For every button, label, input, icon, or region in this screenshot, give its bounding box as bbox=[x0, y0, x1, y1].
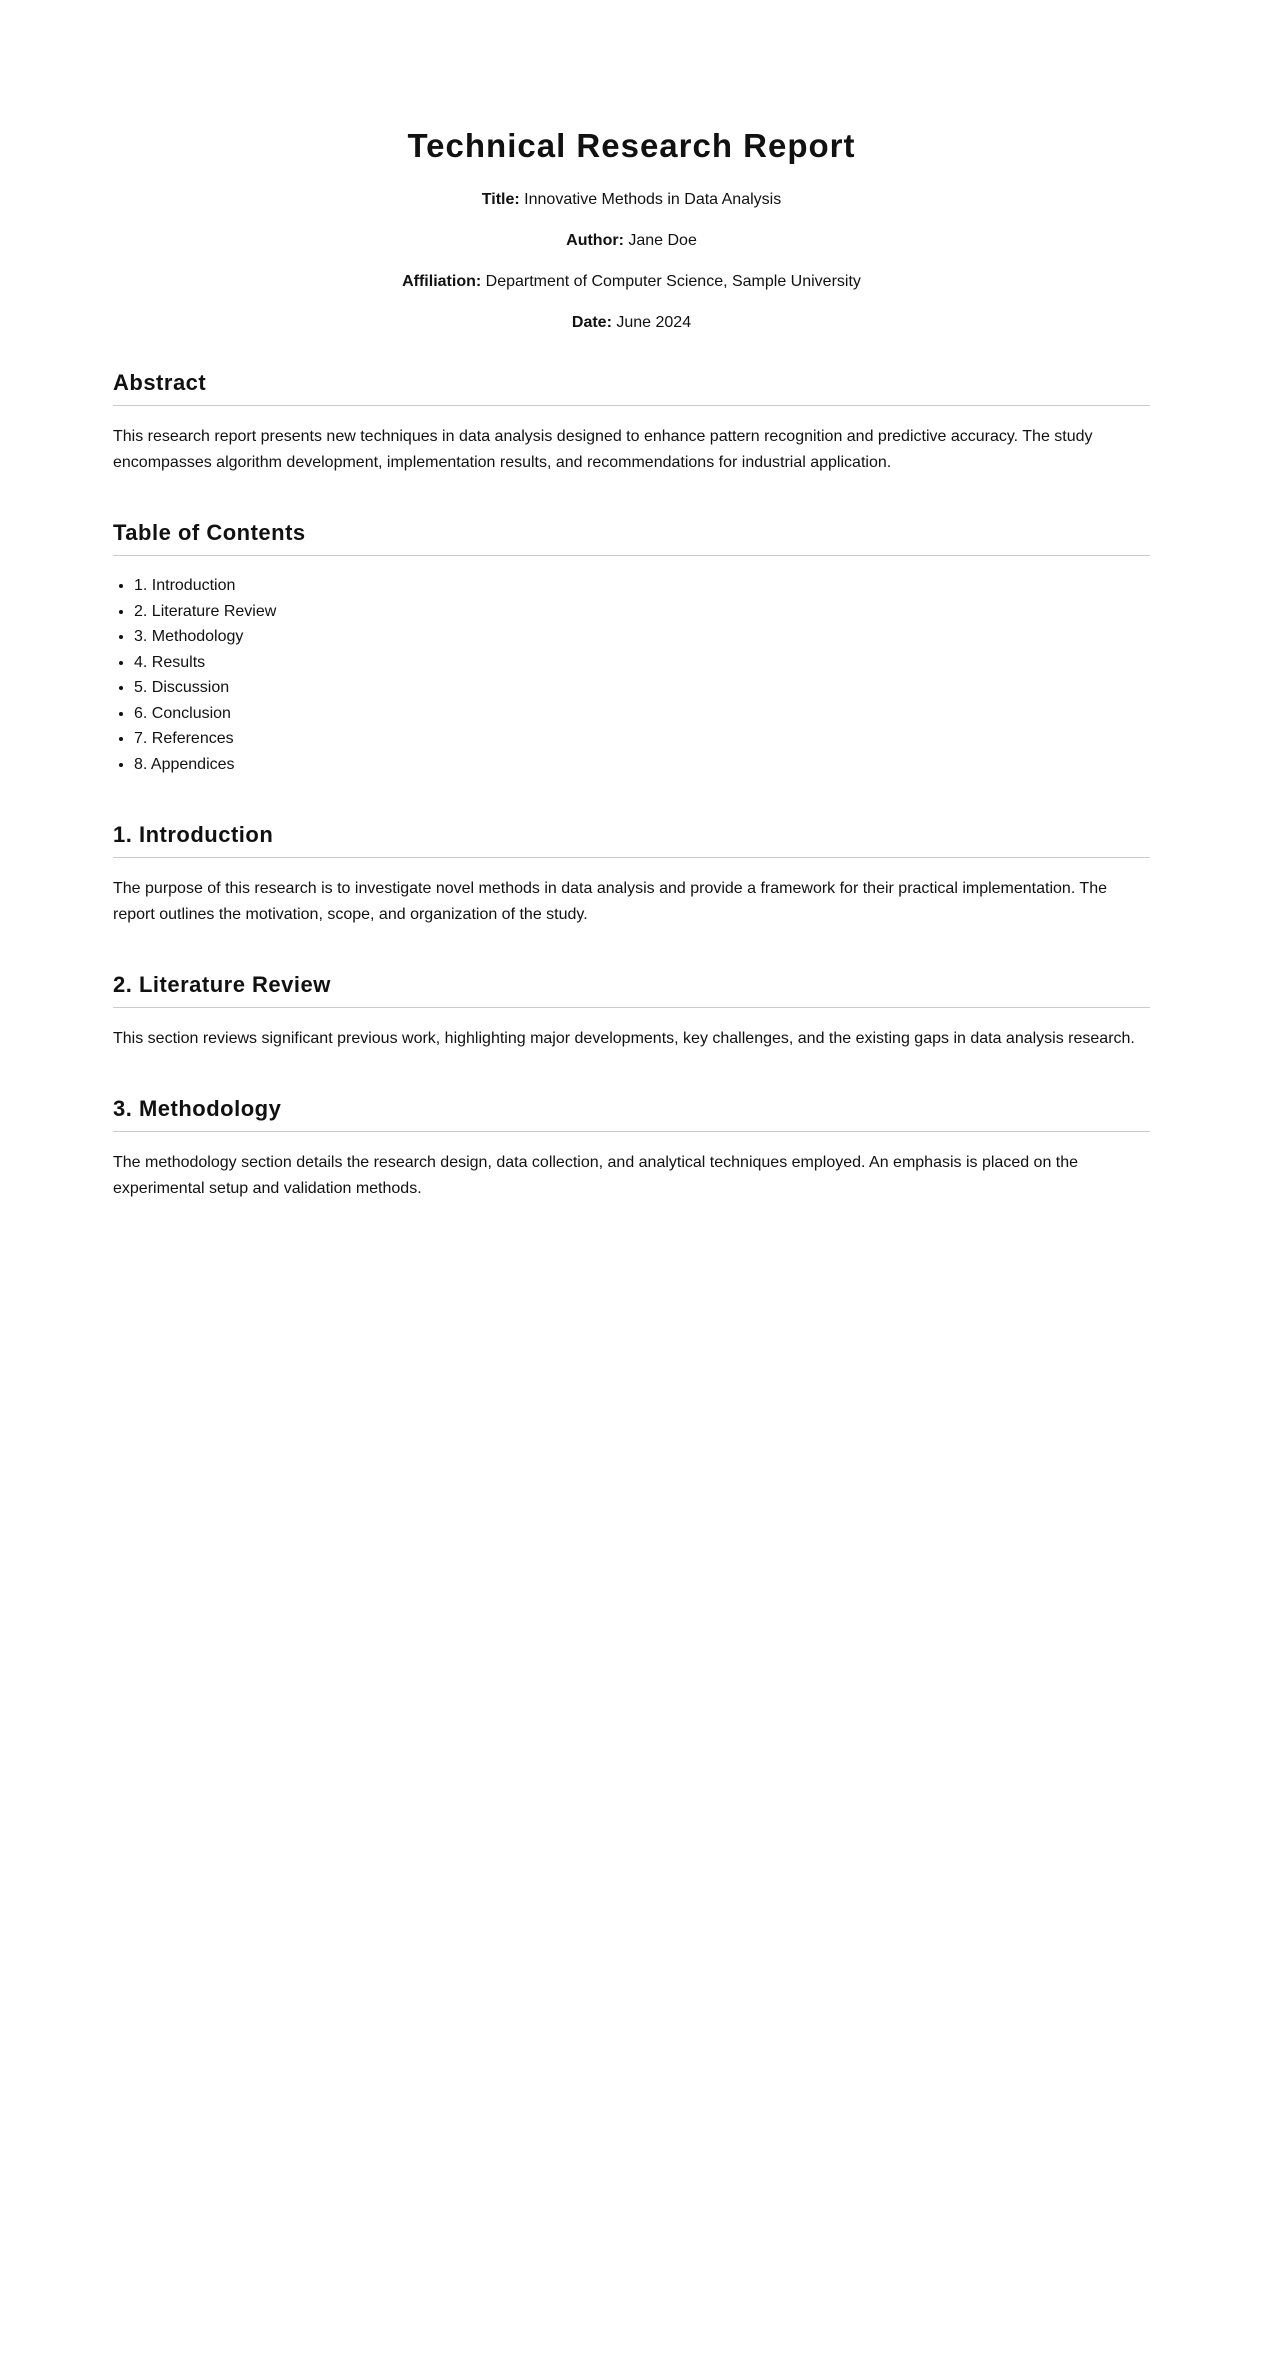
literature-review-text: This section reviews significant previous work, highlighting major developments, key challenges, and the existing gaps in data analysis research. bbox=[113, 1030, 1135, 1047]
meta-title-value: Innovative Methods in Data Analysis bbox=[524, 191, 782, 208]
introduction-section bbox=[113, 821, 1150, 928]
meta-affiliation-value: Department of Computer Science, Sample University bbox=[485, 273, 861, 290]
meta-author-label: Author: bbox=[566, 232, 624, 249]
report-content bbox=[113, 0, 1150, 1202]
toc-item-discussion: • 5. Discussion bbox=[134, 675, 1150, 701]
toc-item-introduction: • 1. Introduction bbox=[134, 573, 1150, 599]
toc-item-references: • 7. References bbox=[134, 726, 1150, 752]
meta-affiliation bbox=[113, 271, 1150, 292]
methodology-heading: 3. Methodology bbox=[113, 1095, 1150, 1132]
meta-author-value: Jane Doe bbox=[628, 232, 697, 249]
meta-date bbox=[113, 312, 1150, 333]
methodology-section bbox=[113, 1095, 1150, 1202]
toc-item-methodology: • 3. Methodology bbox=[134, 624, 1150, 650]
meta-title bbox=[113, 189, 1150, 210]
literature-review-section bbox=[113, 971, 1150, 1052]
toc-heading: Table of Contents bbox=[113, 519, 1150, 556]
abstract-section bbox=[113, 369, 1150, 476]
introduction-text: The purpose of this research is to investigate novel methods in data analysis and provide a framework for their practical implementation. The report outlines the motivation, scope, and organization of the study. bbox=[113, 880, 1107, 923]
report-metadata bbox=[113, 189, 1150, 333]
meta-date-label: Date: bbox=[571, 314, 612, 331]
meta-author bbox=[113, 230, 1150, 251]
toc-item-conclusion: • 6. Conclusion bbox=[134, 701, 1150, 727]
toc-item-results: • 4. Results bbox=[134, 650, 1150, 676]
toc-list bbox=[113, 573, 1150, 777]
methodology-text: The methodology section details the research design, data collection, and analytical techniques employed. An emphasis is placed on the experimental setup and validation methods. bbox=[113, 1154, 1079, 1197]
abstract-text: This research report presents new techniques in data analysis designed to enhance pattern recognition and predictive accuracy. The study encompasses algorithm development, implementation results, and recommendations for industrial application. bbox=[113, 428, 1093, 471]
document-title: Technical Research Report bbox=[407, 127, 856, 164]
literature-review-heading: 2. Literature Review bbox=[113, 971, 1150, 1008]
toc-section bbox=[113, 519, 1150, 777]
abstract-heading: Abstract bbox=[113, 369, 1150, 406]
meta-title-label: Title: bbox=[481, 191, 520, 208]
meta-affiliation-label: Affiliation: bbox=[402, 273, 482, 290]
introduction-heading: 1. Introduction bbox=[113, 821, 1150, 858]
meta-date-value: June 2024 bbox=[616, 314, 692, 331]
toc-item-appendices: • 8. Appendices bbox=[134, 752, 1150, 778]
toc-item-literature-review: • 2. Literature Review bbox=[134, 599, 1150, 625]
